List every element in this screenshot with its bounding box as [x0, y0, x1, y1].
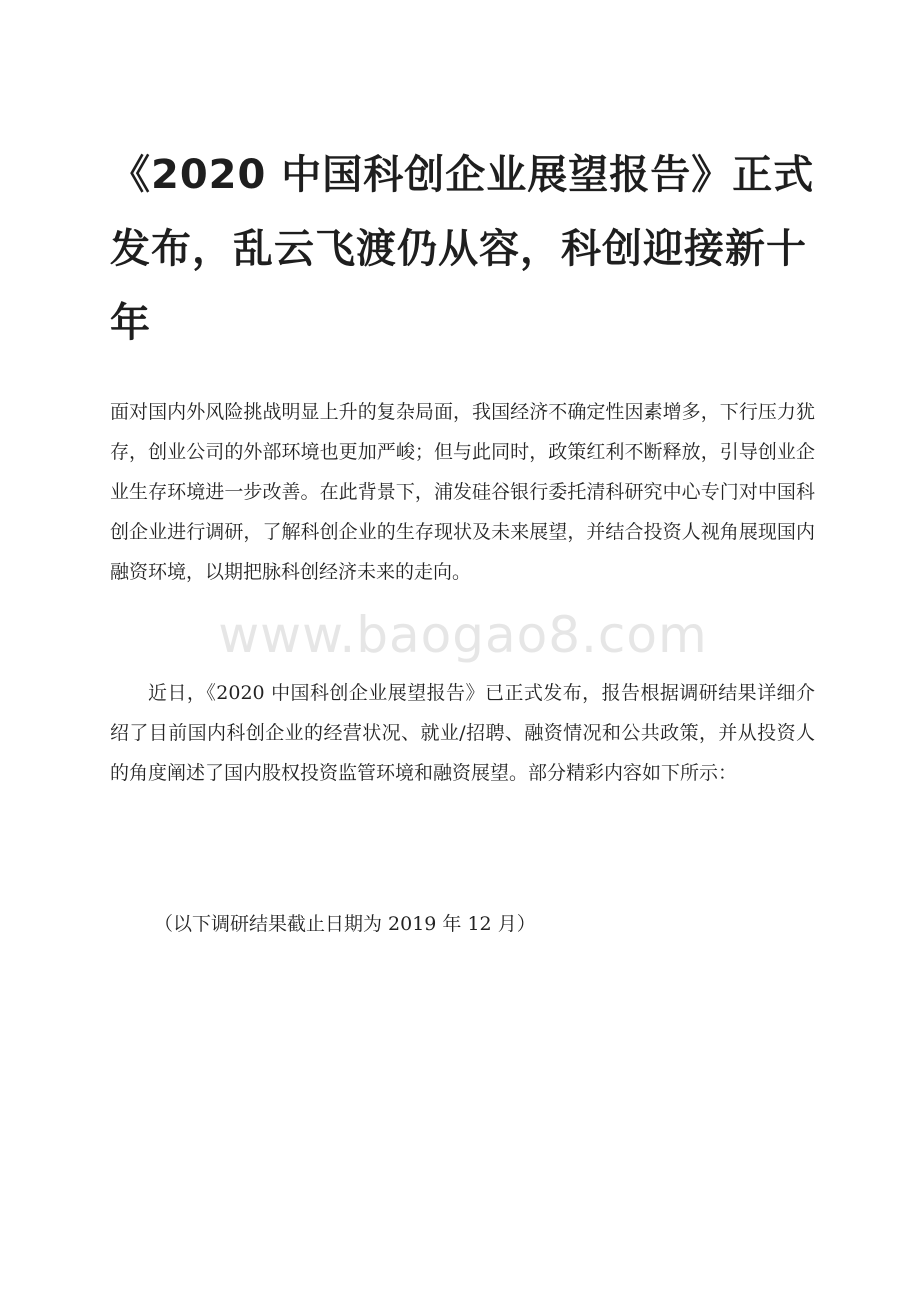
release-paragraph: 近日，《2020 中国科创企业展望报告》已正式发布，报告根据调研结果详细介绍了目前国内科创企业的经营状况、就业/招聘、融资情况和公共政策，并从投资人的角度阐述了国内股权投资监管环境和融资展望。部分精彩内容如下所示：	[110, 682, 815, 784]
watermark-text: www.baogao8.com	[218, 606, 708, 664]
intro-paragraph: 面对国内外风险挑战明显上升的复杂局面，我国经济不确定性因素增多，下行压力犹存，创业公司的外部环境也更加严峻；但与此同时，政策红利不断释放，引导创业企业生存环境进一步改善。在此背景下，浦发硅谷银行委托清科研究中心专门对中国科创企业进行调研，了解科创企业的生存现状及未来展望，并结合投资人视角展现国内融资环境，以期把脉科创经济未来的走向。	[110, 401, 815, 583]
document-title: 《2020 中国科创企业展望报告》正式发布，乱云飞渡仍从容，科创迎接新十年	[110, 152, 815, 346]
date-note-paragraph: （以下调研结果截止日期为 2019 年 12 月）	[154, 913, 536, 935]
